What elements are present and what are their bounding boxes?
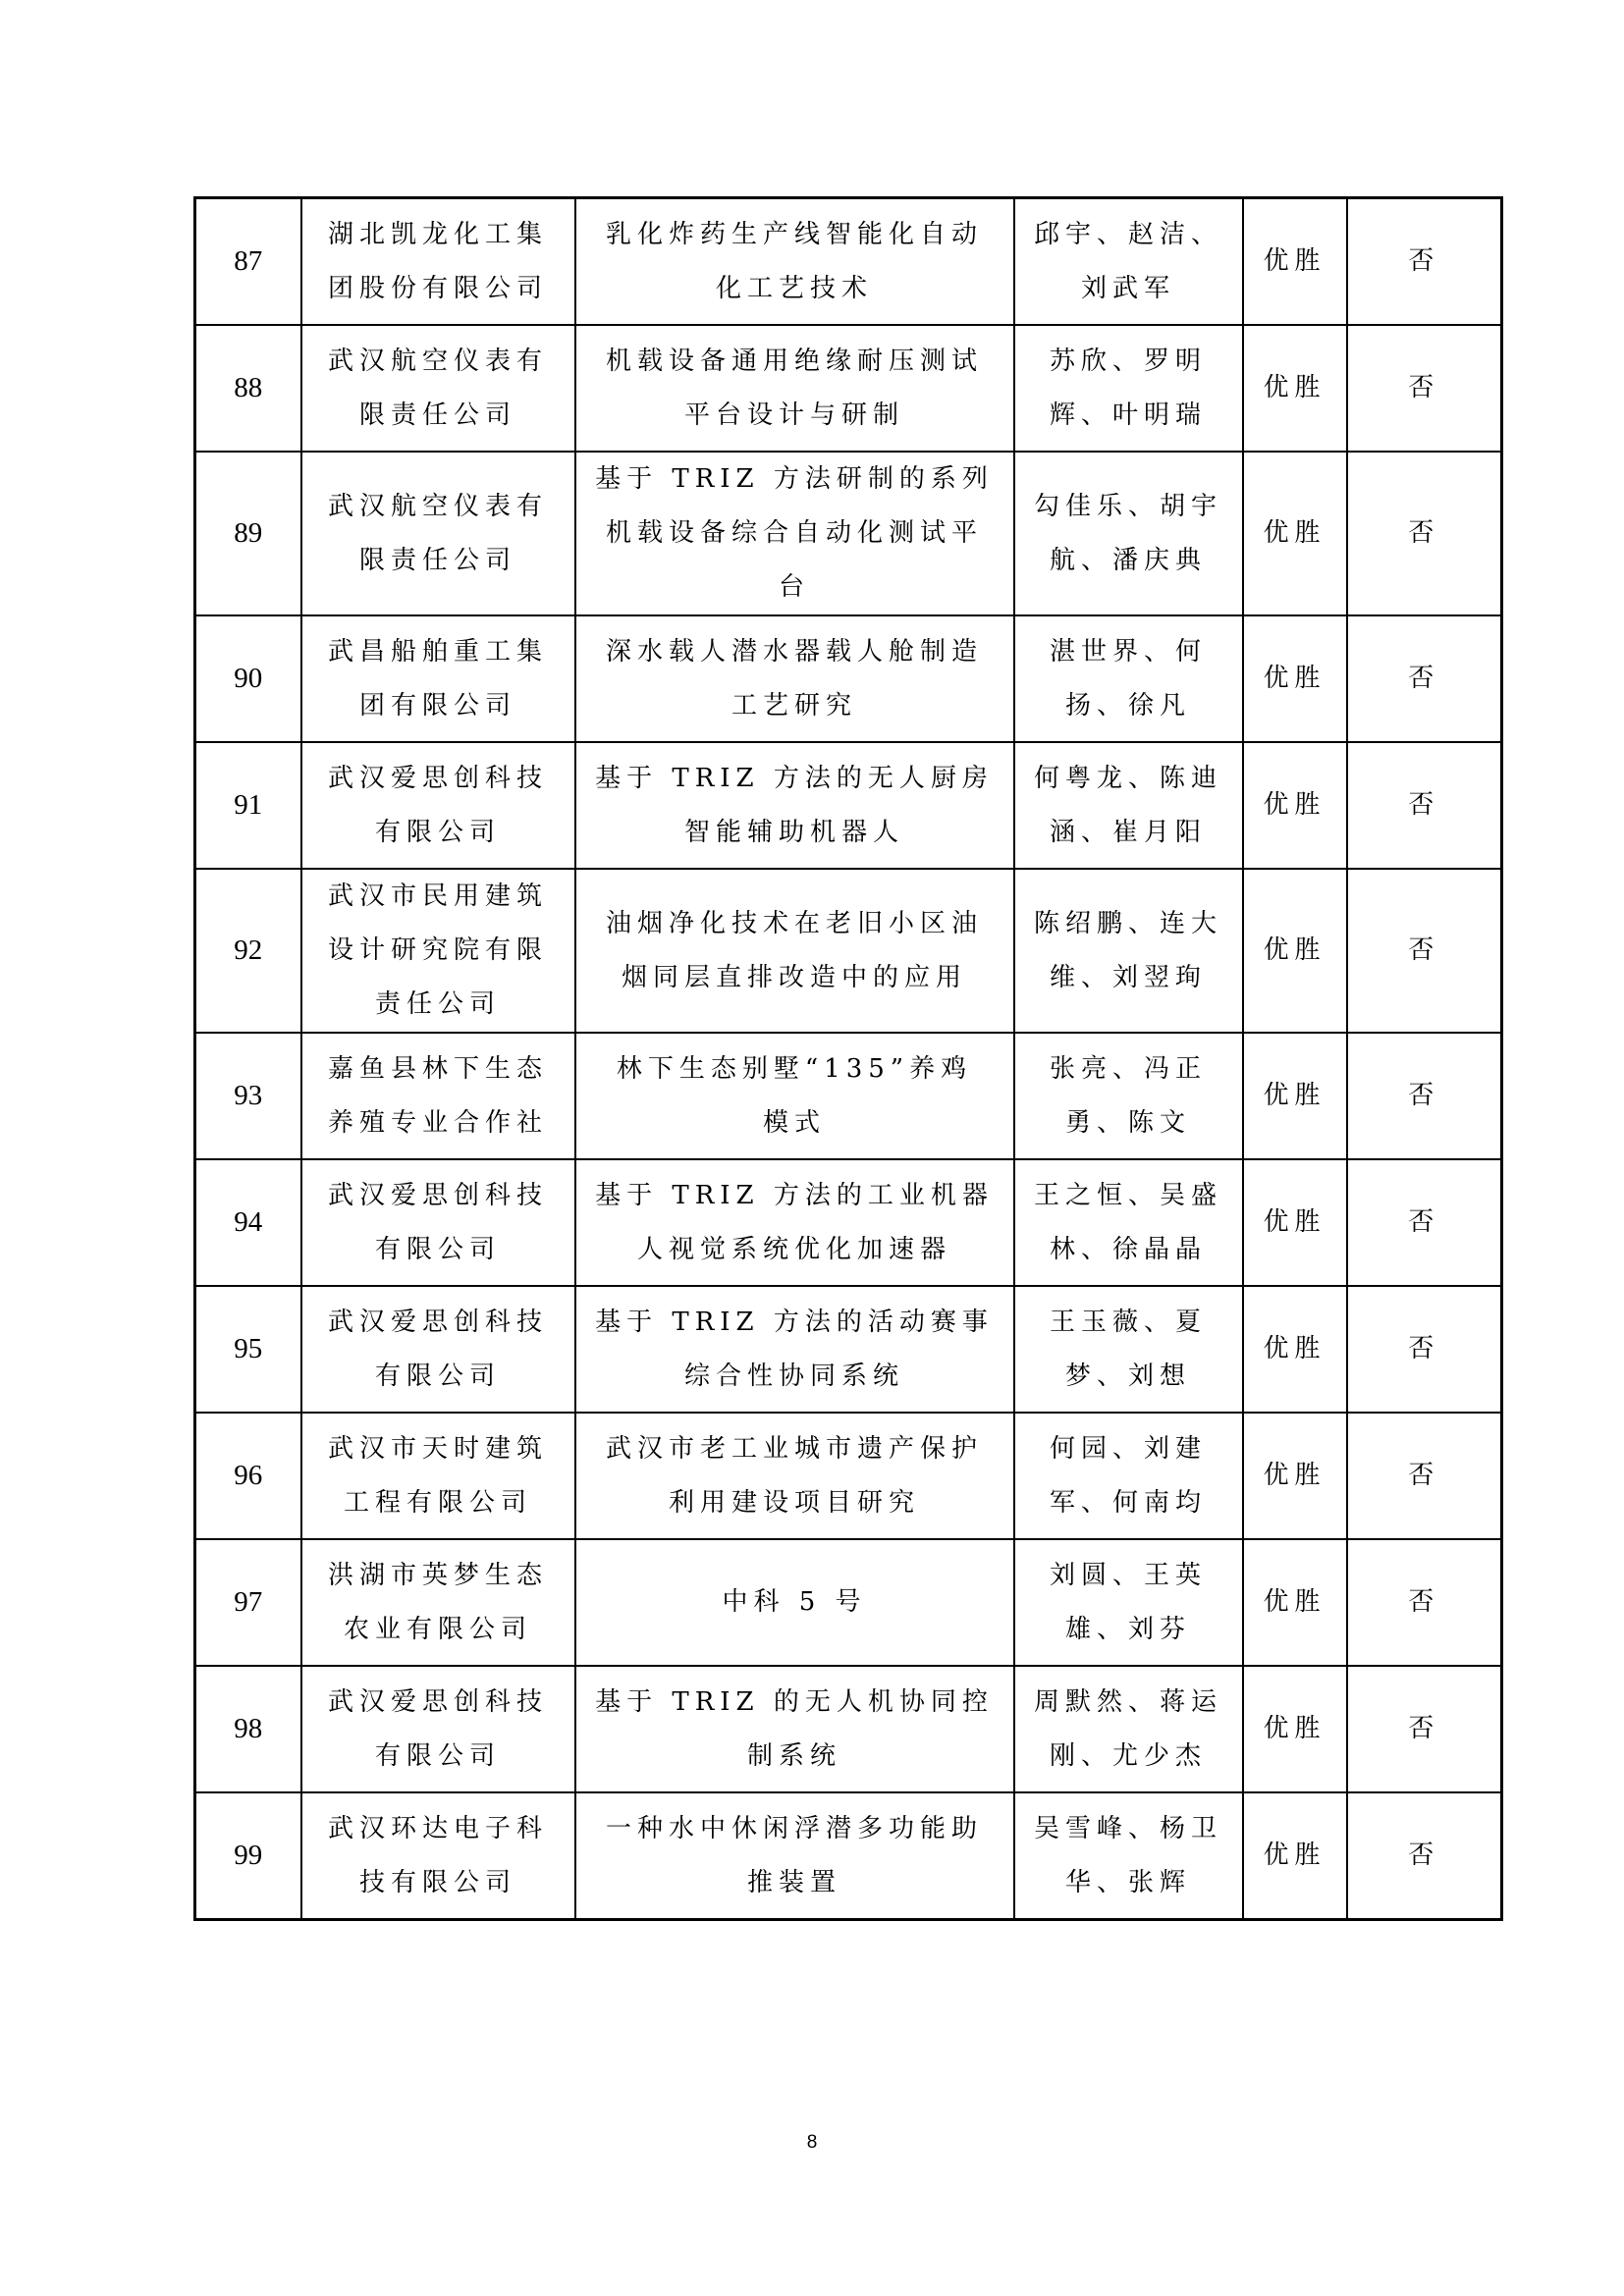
cell-project-line: 武汉市老工业城市遗产保护 <box>605 1433 983 1464</box>
cell-members-line: 何粤龙、陈迪 <box>1033 763 1222 793</box>
cell-project <box>575 1286 1014 1413</box>
cell-organization-line: 有限公司 <box>374 1234 501 1264</box>
cell-organization <box>301 1033 575 1159</box>
cell-members-line: 勾佳乐、胡宇 <box>1033 491 1222 521</box>
cell-members-line: 林、徐晶晶 <box>1049 1234 1207 1264</box>
cell-project <box>575 1159 1014 1286</box>
cell-organization-line: 有限公司 <box>374 1361 501 1391</box>
cell-project <box>575 742 1014 869</box>
cell-level: 优胜 <box>1243 325 1347 452</box>
cell-organization-line: 武汉爱思创科技 <box>327 1180 548 1210</box>
cell-number: 93 <box>195 1033 301 1159</box>
cell-organization-line: 团有限公司 <box>358 690 516 721</box>
cell-organization-line: 洪湖市英梦生态 <box>327 1560 548 1590</box>
cell-members <box>1014 1666 1243 1792</box>
cell-level: 优胜 <box>1243 198 1347 326</box>
cell-number: 96 <box>195 1413 301 1539</box>
table-row <box>195 869 1502 1033</box>
cell-organization-line: 武汉市天时建筑 <box>327 1433 548 1464</box>
cell-level: 优胜 <box>1243 1666 1347 1792</box>
cell-members <box>1014 615 1243 742</box>
cell-project <box>575 1539 1014 1666</box>
cell-project-line: 基于 TRIZ 方法的工业机器 <box>595 1180 994 1210</box>
cell-organization-line: 设计研究院有限 <box>327 935 548 965</box>
cell-number: 99 <box>195 1792 301 1920</box>
cell-project-line: 深水载人潜水器载人舱制造 <box>605 636 983 667</box>
cell-project-line: 一种水中休闲浮潜多功能助 <box>605 1813 983 1843</box>
cell-recommended: 否 <box>1347 1159 1502 1286</box>
cell-project-line: 油烟净化技术在老旧小区油 <box>605 908 983 938</box>
cell-project-line: 综合性协同系统 <box>683 1361 904 1391</box>
cell-organization-line: 武昌船舶重工集 <box>327 636 548 667</box>
cell-project-line: 基于 TRIZ 方法的活动赛事 <box>595 1307 994 1337</box>
cell-members-line: 刘武军 <box>1080 273 1175 303</box>
cell-project-line: 中科 5 号 <box>722 1587 867 1617</box>
cell-project-line: 机载设备通用绝缘耐压测试 <box>605 346 983 376</box>
cell-members-line: 涵、崔月阳 <box>1049 817 1207 847</box>
cell-organization-line: 技有限公司 <box>358 1867 516 1897</box>
cell-members <box>1014 325 1243 452</box>
cell-organization-line: 武汉爱思创科技 <box>327 763 548 793</box>
cell-project-line: 制系统 <box>746 1740 841 1771</box>
cell-project-line: 乳化炸药生产线智能化自动 <box>605 219 983 249</box>
cell-recommended: 否 <box>1347 1413 1502 1539</box>
table-row <box>195 1286 1502 1413</box>
cell-members-line: 邱宇、赵洁、 <box>1033 219 1222 249</box>
cell-organization <box>301 742 575 869</box>
cell-recommended: 否 <box>1347 1286 1502 1413</box>
cell-members <box>1014 1286 1243 1413</box>
cell-project-line: 模式 <box>762 1107 826 1138</box>
cell-organization-line: 武汉航空仪表有 <box>327 491 548 521</box>
cell-project <box>575 869 1014 1033</box>
cell-members <box>1014 1792 1243 1920</box>
cell-organization <box>301 452 575 615</box>
cell-members-line: 扬、徐凡 <box>1064 690 1191 721</box>
cell-project-line: 利用建设项目研究 <box>668 1487 920 1518</box>
table-row <box>195 198 1502 326</box>
cell-level: 优胜 <box>1243 1413 1347 1539</box>
cell-organization-line: 武汉爱思创科技 <box>327 1307 548 1337</box>
table-row <box>195 1033 1502 1159</box>
cell-members <box>1014 869 1243 1033</box>
cell-number: 98 <box>195 1666 301 1792</box>
cell-members-line: 军、何南均 <box>1049 1487 1207 1518</box>
cell-members-line: 刘圆、王英 <box>1049 1560 1207 1590</box>
cell-members <box>1014 1159 1243 1286</box>
cell-organization-line: 责任公司 <box>374 989 501 1019</box>
cell-organization <box>301 325 575 452</box>
cell-recommended: 否 <box>1347 869 1502 1033</box>
cell-level: 优胜 <box>1243 742 1347 869</box>
cell-organization <box>301 615 575 742</box>
cell-number: 94 <box>195 1159 301 1286</box>
table-row <box>195 1666 1502 1792</box>
table-row <box>195 325 1502 452</box>
cell-members <box>1014 1033 1243 1159</box>
table-row <box>195 742 1502 869</box>
cell-members-line: 吴雪峰、杨卫 <box>1033 1813 1222 1843</box>
cell-organization-line: 武汉市民用建筑 <box>327 881 548 911</box>
cell-organization-line: 武汉环达电子科 <box>327 1813 548 1843</box>
cell-members <box>1014 742 1243 869</box>
cell-members <box>1014 1539 1243 1666</box>
cell-number: 90 <box>195 615 301 742</box>
cell-project-line: 基于 TRIZ 方法研制的系列 <box>595 464 994 494</box>
cell-project <box>575 1413 1014 1539</box>
cell-level: 优胜 <box>1243 1159 1347 1286</box>
cell-recommended: 否 <box>1347 1539 1502 1666</box>
cell-project-line: 机载设备综合自动化测试平 <box>605 518 983 548</box>
table-row <box>195 1159 1502 1286</box>
cell-members <box>1014 452 1243 615</box>
page-number: 8 <box>806 2132 818 2153</box>
cell-members-line: 刚、尤少杰 <box>1049 1740 1207 1771</box>
cell-members-line: 何园、刘建 <box>1049 1433 1207 1464</box>
cell-project-line: 化工艺技术 <box>715 273 873 303</box>
cell-organization <box>301 869 575 1033</box>
cell-recommended: 否 <box>1347 325 1502 452</box>
cell-number: 87 <box>195 198 301 326</box>
cell-organization-line: 有限公司 <box>374 817 501 847</box>
table-row <box>195 452 1502 615</box>
cell-organization-line: 团股份有限公司 <box>327 273 548 303</box>
table-row <box>195 615 1502 742</box>
cell-project <box>575 325 1014 452</box>
cell-organization-line: 工程有限公司 <box>343 1487 532 1518</box>
cell-recommended: 否 <box>1347 1792 1502 1920</box>
cell-members-line: 湛世界、何 <box>1049 636 1207 667</box>
cell-members <box>1014 1413 1243 1539</box>
cell-organization-line: 嘉鱼县林下生态 <box>327 1053 548 1084</box>
cell-number: 91 <box>195 742 301 869</box>
awards-table <box>193 196 1503 1921</box>
cell-organization <box>301 198 575 326</box>
cell-members-line: 张亮、冯正 <box>1049 1053 1207 1084</box>
cell-members-line: 维、刘翌珣 <box>1049 962 1207 992</box>
cell-project <box>575 1033 1014 1159</box>
cell-level: 优胜 <box>1243 615 1347 742</box>
cell-members-line: 航、潘庆典 <box>1049 545 1207 575</box>
cell-project-line: 工艺研究 <box>731 690 857 721</box>
cell-members-line: 辉、叶明瑞 <box>1049 400 1207 430</box>
table-row <box>195 1792 1502 1920</box>
cell-project-line: 台 <box>778 572 810 602</box>
cell-organization <box>301 1286 575 1413</box>
cell-members-line: 王之恒、吴盛 <box>1033 1180 1222 1210</box>
cell-recommended: 否 <box>1347 615 1502 742</box>
cell-organization-line: 限责任公司 <box>358 400 516 430</box>
cell-project-line: 基于 TRIZ 方法的无人厨房 <box>595 763 994 793</box>
table-body <box>195 198 1502 1920</box>
cell-members-line: 华、张辉 <box>1064 1867 1191 1897</box>
cell-project <box>575 1792 1014 1920</box>
cell-members-line: 王玉薇、夏 <box>1049 1307 1207 1337</box>
cell-members-line: 梦、刘想 <box>1064 1361 1191 1391</box>
cell-organization-line: 农业有限公司 <box>343 1614 532 1644</box>
cell-project-line: 烟同层直排改造中的应用 <box>621 962 967 992</box>
cell-number: 89 <box>195 452 301 615</box>
cell-number: 92 <box>195 869 301 1033</box>
cell-level: 优胜 <box>1243 1539 1347 1666</box>
cell-members-line: 陈绍鹏、连大 <box>1033 908 1222 938</box>
cell-project <box>575 1666 1014 1792</box>
cell-project-line: 平台设计与研制 <box>683 400 904 430</box>
cell-organization <box>301 1792 575 1920</box>
cell-project-line: 林下生态别墅“135”养鸡 <box>616 1053 973 1084</box>
cell-number: 97 <box>195 1539 301 1666</box>
cell-organization-line: 有限公司 <box>374 1740 501 1771</box>
cell-organization <box>301 1159 575 1286</box>
cell-project-line: 人视觉系统优化加速器 <box>636 1234 951 1264</box>
cell-organization-line: 养殖专业合作社 <box>327 1107 548 1138</box>
cell-organization <box>301 1666 575 1792</box>
cell-recommended: 否 <box>1347 452 1502 615</box>
cell-project-line: 智能辅助机器人 <box>683 817 904 847</box>
cell-project <box>575 452 1014 615</box>
cell-project <box>575 198 1014 326</box>
cell-level: 优胜 <box>1243 869 1347 1033</box>
table-row <box>195 1413 1502 1539</box>
cell-number: 95 <box>195 1286 301 1413</box>
cell-level: 优胜 <box>1243 1792 1347 1920</box>
cell-organization-line: 武汉爱思创科技 <box>327 1686 548 1717</box>
cell-organization-line: 武汉航空仪表有 <box>327 346 548 376</box>
cell-level: 优胜 <box>1243 452 1347 615</box>
cell-organization-line: 限责任公司 <box>358 545 516 575</box>
cell-recommended: 否 <box>1347 1666 1502 1792</box>
cell-level: 优胜 <box>1243 1033 1347 1159</box>
cell-project <box>575 615 1014 742</box>
cell-organization <box>301 1413 575 1539</box>
cell-members <box>1014 198 1243 326</box>
cell-number: 88 <box>195 325 301 452</box>
cell-recommended: 否 <box>1347 198 1502 326</box>
cell-members-line: 勇、陈文 <box>1064 1107 1191 1138</box>
cell-level: 优胜 <box>1243 1286 1347 1413</box>
cell-members-line: 雄、刘芬 <box>1064 1614 1191 1644</box>
cell-project-line: 推装置 <box>746 1867 841 1897</box>
cell-recommended: 否 <box>1347 742 1502 869</box>
cell-organization <box>301 1539 575 1666</box>
table-row <box>195 1539 1502 1666</box>
cell-members-line: 苏欣、罗明 <box>1049 346 1207 376</box>
cell-organization-line: 湖北凯龙化工集 <box>327 219 548 249</box>
cell-members-line: 周默然、蒋运 <box>1033 1686 1222 1717</box>
cell-project-line: 基于 TRIZ 的无人机协同控 <box>595 1686 994 1717</box>
cell-recommended: 否 <box>1347 1033 1502 1159</box>
